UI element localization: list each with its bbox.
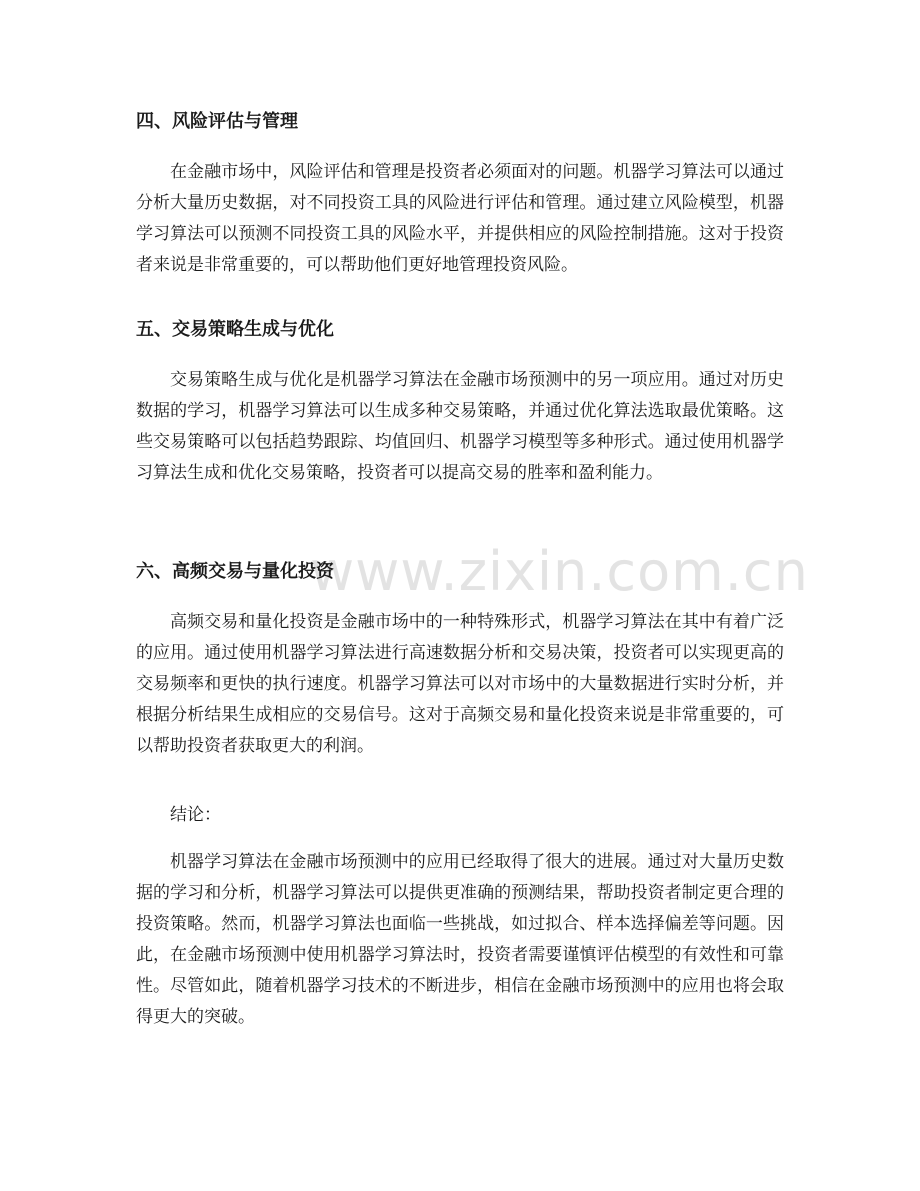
section-paragraph-strategy: 交易策略生成与优化是机器学习算法在金融市场预测中的另一项应用。通过对历史数据的学习，机器学习算法可以生成多种交易策略，并通过优化算法选取最优策略。这些交易策略可以包括趋势跟踪、均值回归、机器学习模型等多种形式。通过使用机器学习算法生成和优化交易策略，投资者可以提高交易的胜率和盈利能力。 xyxy=(136,370,784,483)
section-heading-strategy: 五、交易策略生成与优化 xyxy=(136,319,334,340)
section-paragraph-hft: 高频交易和量化投资是金融市场中的一种特殊形式，机器学习算法在其中有着广泛的应用。通过使用机器学习算法进行高速数据分析和交易决策，投资者可以实现更高的交易频率和更快的执行速度。机器学习算法可以对市场中的大量数据进行实时分析，并根据分析结果生成相应的交易信号。这对于高频交易和量化投资来说是非常重要的，可以帮助投资者获取更大的利润。 xyxy=(136,612,784,756)
section-heading-risk: 四、风险评估与管理 xyxy=(136,111,298,132)
section-paragraph-risk: 在金融市场中，风险评估和管理是投资者必须面对的问题。机器学习算法可以通过分析大量历史数据，对不同投资工具的风险进行评估和管理。通过建立风险模型，机器学习算法可以预测不同投资工具的风险水平，并提供相应的风险控制措施。这对于投资者来说是非常重要的，可以帮助他们更好地管理投资风险。 xyxy=(136,162,784,275)
watermark: www.zixin.com.cn xyxy=(310,540,809,603)
section-heading-hft: 六、高频交易与量化投资 xyxy=(136,561,334,582)
conclusion-paragraph: 机器学习算法在金融市场预测中的应用已经取得了很大的进展。通过对大量历史数据的学习和分析，机器学习算法可以提供更准确的预测结果，帮助投资者制定更合理的投资策略。然而，机器学习算法也面临一些挑战，如过拟合、样本选择偏差等问题。因此，在金融市场预测中使用机器学习算法时，投资者需要谨慎评估模型的有效性和可靠性。尽管如此，随着机器学习技术的不断进步，相信在金融市场预测中的应用也将会取得更大的突破。 xyxy=(136,852,784,1027)
conclusion-label: 结论： xyxy=(170,805,221,825)
